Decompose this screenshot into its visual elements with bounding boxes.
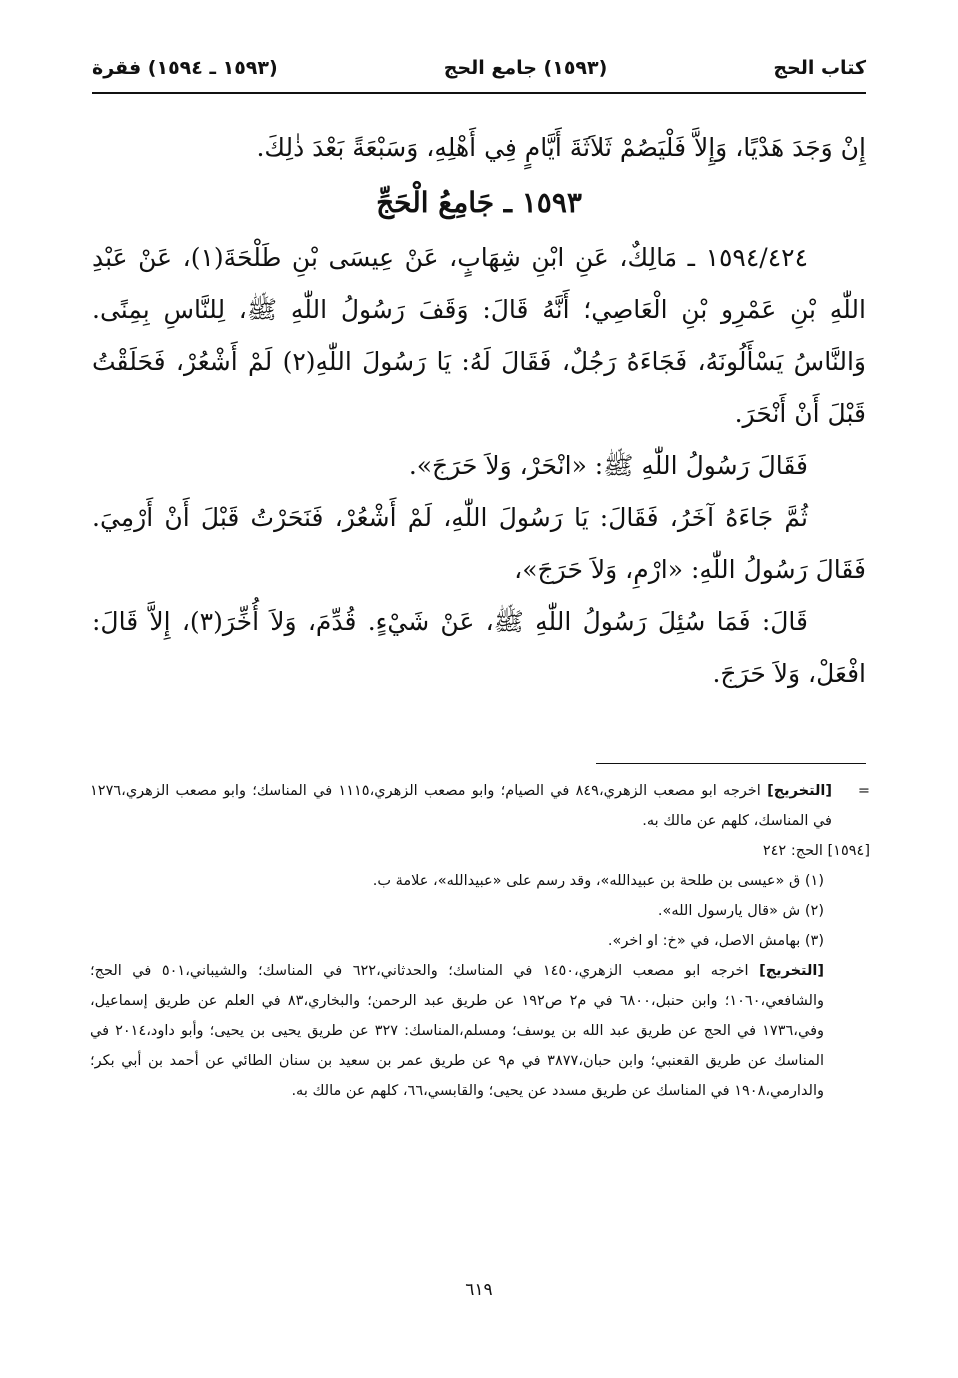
hadith-paragraph: فَقَالَ رَسُولُ اللّٰهِ ﷺ: «انْحَرْ، وَلاَ حَرَجَ». xyxy=(408,451,808,480)
page-number: ٦١٩ xyxy=(465,1280,493,1300)
takhrij-continued xyxy=(90,776,870,836)
takhrij-note xyxy=(90,956,870,1106)
main-text xyxy=(92,122,866,700)
reference-note: [١٥٩٤] الحج: ٢٤٢ xyxy=(762,843,870,859)
numbered-notes xyxy=(90,866,870,956)
footnote-rule xyxy=(596,763,866,764)
footnote-item: (٣) بهامش الاصل، في «خ: او اخر». xyxy=(607,933,824,949)
takhrij-text: اخرجه ابو مصعب الزهري،١٤٥٠ في المناسك؛ والحدثاني،٦٢٢ في المناسك؛ والشيباني،٥٠١ في الحج؛ والشافعي،١٠٦٠؛ وابن حنبل،٦٨٠٠ في م٢ ص١٩٢ عن طريق عبد الرحمن؛ والبخاري،٨٣ في العلم عن طريق إسماعيل، وفي،١٧٣٦ في الحج عن طريق عبد الله بن يوسف؛ ومسلم،المناسك: ٣٢٧ عن طريق يحيى بن يحيى؛ وأبو داود،٢٠١٤ في المناسك عن طريق القعنبي؛ وابن حبان،٣٨٧٧ في م٩ عن طريق عمر بن سعيد بن سنان الطائي عن أحمد بن أبي بكر؛ والدارمي،١٩٠٨ في المناسك عن طريق مسدد عن يحيى؛ والقابسي،٦٦، كلهم عن مالك به. xyxy=(90,963,825,1099)
header-book-title: كتاب الحج xyxy=(773,57,866,79)
takhrij-text: اخرجه ابو مصعب الزهري،٨٤٩ في الصيام؛ وابو مصعب الزهري،١١١٥ في المناسك؛ وابو مصعب الزهري،١٢٧٦ في المناسك، كلهم عن مالك به. xyxy=(90,783,832,829)
continuation-mark: = xyxy=(857,783,870,799)
header-paragraph-range: (١٥٩٣ ـ ١٥٩٤) فقرة xyxy=(92,57,278,79)
continuation-text: إِنْ وَجَدَ هَدْيًا، وَإِلاَّ فَلْيَصُمْ ثَلاَثَةَ أَيَّامٍ فِي أَهْلِهِ، وَسَبْعَةً بَعْدَ ذٰلِكَ. xyxy=(256,133,866,162)
header-chapter-title: (١٥٩٣) جامع الحج xyxy=(443,57,608,79)
hadith-paragraph: ثُمَّ جَاءَهُ آخَرُ، فَقَالَ: يَا رَسُولَ اللّٰهِ، لَمْ أَشْعُرْ، فَنَحَرْتُ قَبْلَ أَنْ أَرْمِيَ. فَقَالَ رَسُولُ اللّٰهِ: «ارْمِ، وَلاَ حَرَجَ»، xyxy=(92,503,866,584)
footnotes xyxy=(90,776,870,1106)
running-header xyxy=(92,48,866,88)
footnote-item: (١) ق «عيسى بن طلحة بن عبيدالله»، وقد رسم على «عبيدالله»، علامة ب. xyxy=(372,873,824,889)
footnote-item: (٢) ش «قال يارسول الله». xyxy=(657,903,824,919)
section-title: ١٥٩٣ ـ جَامِعُ الْحَجِّ xyxy=(376,186,582,219)
takhrij-note xyxy=(90,776,832,836)
takhrij-label: [التخريج] xyxy=(759,963,825,979)
takhrij-label: [التخريج] xyxy=(767,783,833,799)
header-rule xyxy=(92,92,866,94)
hadith-paragraph: ١٥٩٤/٤٢٤ ـ مَالِكٌ، عَنِ ابْنِ شِهَابٍ، عَنْ عِيسَى بْنِ طَلْحَةَ(١)، عَنْ عَبْدِ اللّٰهِ بْنِ عَمْرِو بْنِ الْعَاصِي؛ أَنَّهُ قَالَ: وَقَفَ رَسُولُ اللّٰهِ ﷺ، لِلنَّاسِ بِمِنًى. وَالنَّاسُ يَسْأَلُونَهُ، فَجَاءَهُ رَجُلٌ، فَقَالَ لَهُ: يَا رَسُولَ اللّٰهِ(٢) لَمْ أَشْعُرْ، فَحَلَقْتُ قَبْلَ أَنْ أَنْحَرَ. xyxy=(92,243,866,428)
hadith-paragraph: قَالَ: فَمَا سُئِلَ رَسُولُ اللّٰهِ ﷺ، عَنْ شَيْءٍ. قُدِّمَ، وَلاَ أُخِّرَ(٣)، إِلاَّ قَالَ: افْعَلْ، وَلاَ حَرَجَ. xyxy=(92,607,866,688)
